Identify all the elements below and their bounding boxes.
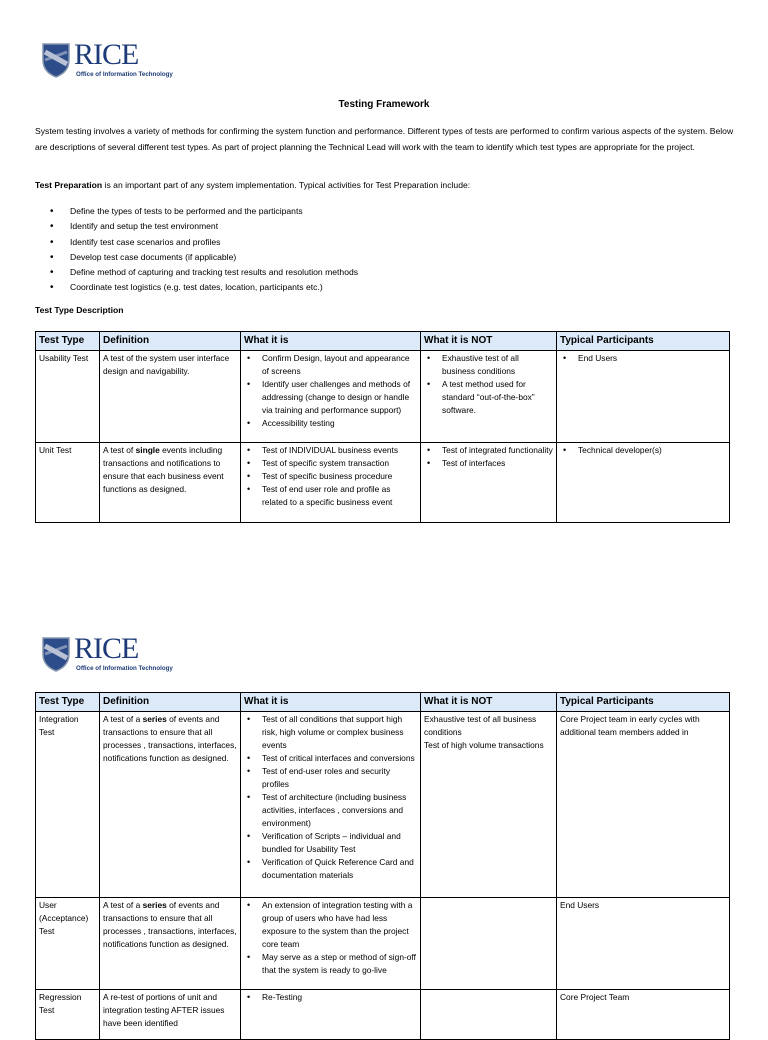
cell-definition: A re-test of portions of unit and integration testing AFTER issues have been identified — [100, 990, 241, 1040]
list-item: • Identify and setup the test environment — [50, 219, 358, 234]
list-item: • End Users — [560, 352, 726, 365]
table-row — [36, 712, 730, 898]
header-definition: Definition — [100, 693, 241, 712]
document-title: Testing Framework — [338, 99, 430, 110]
cell-participants: Core Project Team — [557, 990, 730, 1040]
logo-wordmark: RICE — [74, 632, 139, 665]
header-what-it-is-not: What it is NOT — [421, 693, 557, 712]
list-item: • Test of interfaces — [424, 457, 553, 470]
cell-definition: A test of a series of events and transactions to ensure that all processes , transactions, interfaces, notifications function as designed. — [100, 898, 241, 990]
list-item: • Verification of Quick Reference Card and documentation materials — [244, 856, 417, 882]
header-test-type: Test Type — [36, 693, 100, 712]
table-row — [36, 443, 730, 523]
list-item: • Define method of capturing and tracking test results and resolution methods — [50, 265, 358, 280]
list-item: Test of high volume transactions — [424, 740, 544, 750]
table-row — [36, 898, 730, 990]
logo-wordmark: RICE — [74, 38, 139, 71]
cell-what-it-is — [241, 712, 421, 898]
cell-what-it-is-not — [421, 712, 557, 898]
list-item: • Test of specific business procedure — [244, 470, 417, 483]
test-type-table-2 — [35, 692, 730, 1040]
cell-test-type: Integration Test — [36, 712, 100, 898]
list-item: • Test of all conditions that support high risk, high volume or complex business events — [244, 713, 417, 752]
list-item: • Accessibility testing — [244, 417, 417, 430]
table-row — [36, 990, 730, 1040]
list-item: • Exhaustive test of all business conditions — [424, 352, 553, 378]
list-item: • Verification of Scripts – individual and bundled for Usability Test — [244, 830, 417, 856]
rice-logo — [41, 38, 191, 82]
list-item: • Re-Testing — [244, 991, 417, 1004]
list-item: • Identify test case scenarios and profiles — [50, 235, 358, 250]
rice-logo — [41, 632, 191, 676]
logo-subtitle: Office of Information Technology — [76, 71, 173, 78]
list-item: Exhaustive test of all business conditions — [424, 714, 537, 737]
cell-test-type: Usability Test — [36, 351, 100, 443]
list-item: • Define the types of tests to be performed and the participants — [50, 204, 358, 219]
cell-what-it-is-not — [421, 990, 557, 1040]
header-what-it-is: What it is — [241, 693, 421, 712]
list-item: • Test of INDIVIDUAL business events — [244, 444, 417, 457]
cell-participants — [557, 443, 730, 523]
cell-participants — [557, 351, 730, 443]
header-test-type: Test Type — [36, 332, 100, 351]
rice-shield-icon — [41, 42, 71, 78]
list-item: • Test of critical interfaces and conversions — [244, 752, 417, 765]
cell-test-type: User (Acceptance) Test — [36, 898, 100, 990]
cell-definition: A test of single events including transactions and notifications to ensure that each business event functions as designed. — [100, 443, 241, 523]
cell-participants: Core Project team in early cycles with additional team members added in — [557, 712, 730, 898]
header-what-it-is-not: What it is NOT — [421, 332, 557, 351]
cell-participants: End Users — [557, 898, 730, 990]
cell-what-it-is-not — [421, 443, 557, 523]
list-item: • A test method used for standard “out-of-the-box” software. — [424, 378, 553, 417]
list-item: • Test of integrated functionality — [424, 444, 553, 457]
logo-subtitle: Office of Information Technology — [76, 665, 173, 672]
prep-list — [50, 204, 358, 296]
header-participants: Typical Participants — [557, 693, 730, 712]
list-item: • Test of specific system transaction — [244, 457, 417, 470]
test-type-table-1 — [35, 331, 730, 523]
list-item: • Test of end user role and profile as related to a specific business event — [244, 483, 417, 509]
list-item: • Test of architecture (including business activities, interfaces , conversions and environment) — [244, 791, 417, 830]
list-item: • Develop test case documents (if applicable) — [50, 250, 358, 265]
header-what-it-is: What it is — [241, 332, 421, 351]
header-participants: Typical Participants — [557, 332, 730, 351]
list-item: • Identify user challenges and methods of addressing (change to design or handle via training and performance support) — [244, 378, 417, 417]
cell-what-it-is — [241, 351, 421, 443]
cell-test-type: Regression Test — [36, 990, 100, 1040]
cell-test-type: Unit Test — [36, 443, 100, 523]
cell-definition: A test of the system user interface design and navigability. — [100, 351, 241, 443]
cell-what-it-is — [241, 990, 421, 1040]
prep-paragraph — [35, 178, 735, 194]
table-row — [36, 351, 730, 443]
cell-what-it-is-not — [421, 898, 557, 990]
intro-paragraph: System testing involves a variety of methods for confirming the system function and performance. Different types of tests are performed to confirm various aspects of the system. Below are descriptions of several different test types. As part of project planning the Technical Lead will work with the team to identify which test types are appropriate for the project. — [35, 126, 734, 152]
cell-what-it-is-not — [421, 351, 557, 443]
cell-what-it-is — [241, 898, 421, 990]
section-subheading: Test Type Description — [35, 305, 124, 315]
list-item: • Test of end-user roles and security profiles — [244, 765, 417, 791]
prep-text: is an important part of any system implementation. Typical activities for Test Preparation include: — [102, 180, 471, 190]
header-definition: Definition — [100, 332, 241, 351]
cell-definition: A test of a series of events and transactions to ensure that all processes , transactions, interfaces, notifications function as designed. — [100, 712, 241, 898]
prep-bold: Test Preparation — [35, 180, 103, 190]
rice-shield-icon — [41, 636, 71, 672]
list-item: • Technical developer(s) — [560, 444, 726, 457]
list-item: • Confirm Design, layout and appearance of screens — [244, 352, 417, 378]
list-item: • Coordinate test logistics (e.g. test dates, location, participants etc.) — [50, 280, 358, 295]
cell-what-it-is — [241, 443, 421, 523]
list-item: • An extension of integration testing with a group of users who have had less exposure to the system than the project core team — [244, 899, 417, 951]
list-item: • May serve as a step or method of sign-off that the system is ready to go-live — [244, 951, 417, 977]
